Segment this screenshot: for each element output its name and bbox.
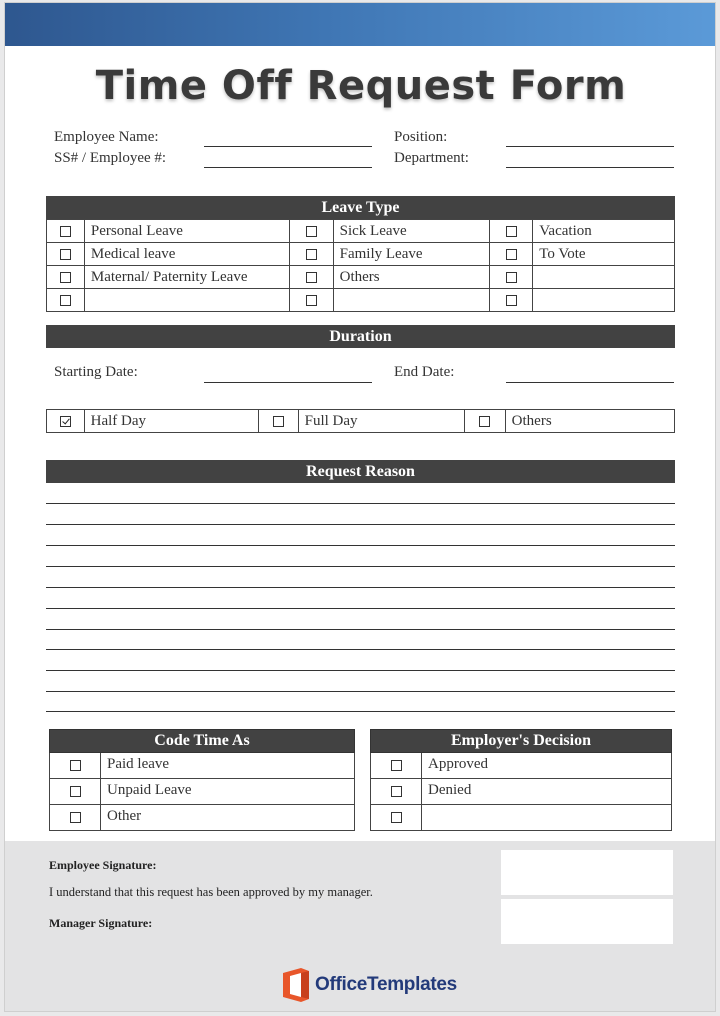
decision-option-label: Denied xyxy=(422,779,672,805)
header-band xyxy=(5,3,716,46)
reason-line[interactable] xyxy=(46,608,675,609)
reason-line[interactable] xyxy=(46,587,675,588)
leave-type-table xyxy=(46,219,675,312)
duration-option-label: Half Day xyxy=(84,410,258,433)
form-page xyxy=(4,2,716,1012)
decision-option-label: Approved xyxy=(422,753,672,779)
code-option-label: Unpaid Leave xyxy=(101,779,355,805)
end-date-label: End Date: xyxy=(394,364,455,380)
leave-option-label xyxy=(533,266,675,289)
employer-decision-heading: Employer's Decision xyxy=(371,730,672,753)
others-leave-checkbox[interactable] xyxy=(306,272,317,283)
office-logo-icon xyxy=(281,967,311,1003)
other-code-checkbox[interactable] xyxy=(70,812,81,823)
table-row xyxy=(50,779,355,805)
personal-leave-checkbox[interactable] xyxy=(60,226,71,237)
manager-signature-box[interactable] xyxy=(501,899,673,944)
reason-line[interactable] xyxy=(46,503,675,504)
leave-option-label: Others xyxy=(333,266,490,289)
table-row xyxy=(47,289,675,312)
employee-signature-box[interactable] xyxy=(501,850,673,895)
blank-leave-checkbox[interactable] xyxy=(506,272,517,283)
end-date-input[interactable] xyxy=(506,382,674,383)
table-row xyxy=(50,753,355,779)
leave-option-label: Personal Leave xyxy=(84,220,289,243)
table-row xyxy=(47,243,675,266)
position-label: Position: xyxy=(394,129,448,145)
department-input[interactable] xyxy=(506,167,674,168)
code-option-label: Other xyxy=(101,805,355,831)
table-row xyxy=(47,266,675,289)
leave-option-label[interactable] xyxy=(333,289,490,312)
manager-signature-label: Manager Signature: xyxy=(49,916,153,930)
half-day-checkbox[interactable] xyxy=(60,416,71,427)
table-row xyxy=(371,753,672,779)
duration-option-label: Full Day xyxy=(298,410,465,433)
duration-options-table xyxy=(46,409,675,433)
starting-date-label: Starting Date: xyxy=(54,364,138,380)
sick-leave-checkbox[interactable] xyxy=(306,226,317,237)
blank-leave-checkbox[interactable] xyxy=(506,295,517,306)
leave-option-label: Vacation xyxy=(533,220,675,243)
employee-name-input[interactable] xyxy=(204,146,372,147)
duration-heading: Duration xyxy=(46,325,675,348)
ss-employee-label: SS# / Employee #: xyxy=(54,150,167,166)
starting-date-input[interactable] xyxy=(204,382,372,383)
reason-line[interactable] xyxy=(46,524,675,525)
code-time-as-heading: Code Time As xyxy=(50,730,355,753)
full-day-checkbox[interactable] xyxy=(273,416,284,427)
unpaid-leave-checkbox[interactable] xyxy=(70,786,81,797)
form-title: Time Off Request Form xyxy=(95,63,627,109)
paid-leave-checkbox[interactable] xyxy=(70,760,81,771)
code-time-as-table xyxy=(49,729,355,831)
leave-option-label[interactable] xyxy=(84,289,289,312)
to-vote-checkbox[interactable] xyxy=(506,249,517,260)
reason-line[interactable] xyxy=(46,545,675,546)
reason-line[interactable] xyxy=(46,566,675,567)
leave-type-heading: Leave Type xyxy=(46,196,675,219)
maternal-paternity-leave-checkbox[interactable] xyxy=(60,272,71,283)
reason-line[interactable] xyxy=(46,670,675,671)
blank-decision-checkbox[interactable] xyxy=(391,812,402,823)
reason-line[interactable] xyxy=(46,691,675,692)
leave-option-label[interactable] xyxy=(533,289,675,312)
leave-option-label: Maternal/ Paternity Leave xyxy=(84,266,289,289)
leave-option-label: Sick Leave xyxy=(333,220,490,243)
medical-leave-checkbox[interactable] xyxy=(60,249,71,260)
vacation-checkbox[interactable] xyxy=(506,226,517,237)
office-templates-logo xyxy=(281,967,457,1005)
table-row xyxy=(371,779,672,805)
employee-name-label: Employee Name: xyxy=(54,129,159,145)
table-row xyxy=(47,220,675,243)
family-leave-checkbox[interactable] xyxy=(306,249,317,260)
request-reason-heading: Request Reason xyxy=(46,460,675,483)
code-option-label: Paid leave xyxy=(101,753,355,779)
leave-option-label: Medical leave xyxy=(84,243,289,266)
position-input[interactable] xyxy=(506,146,674,147)
reason-line[interactable] xyxy=(46,629,675,630)
blank-leave-checkbox[interactable] xyxy=(306,295,317,306)
leave-option-label: To Vote xyxy=(533,243,675,266)
employer-decision-table xyxy=(370,729,672,831)
table-row xyxy=(371,805,672,831)
decision-option-label xyxy=(422,805,672,831)
department-label: Department: xyxy=(394,150,469,166)
leave-option-label: Family Leave xyxy=(333,243,490,266)
employee-signature-label: Employee Signature: xyxy=(49,858,157,872)
ss-employee-input[interactable] xyxy=(204,167,372,168)
reason-line[interactable] xyxy=(46,711,675,712)
others-duration-checkbox[interactable] xyxy=(479,416,490,427)
logo-text: OfficeTemplates xyxy=(315,974,457,995)
table-row xyxy=(47,410,675,433)
duration-option-label: Others xyxy=(505,410,674,433)
approved-checkbox[interactable] xyxy=(391,760,402,771)
reason-line[interactable] xyxy=(46,649,675,650)
approval-note: I understand that this request has been approved by my manager. xyxy=(49,885,373,899)
blank-leave-checkbox[interactable] xyxy=(60,295,71,306)
table-row xyxy=(50,805,355,831)
denied-checkbox[interactable] xyxy=(391,786,402,797)
